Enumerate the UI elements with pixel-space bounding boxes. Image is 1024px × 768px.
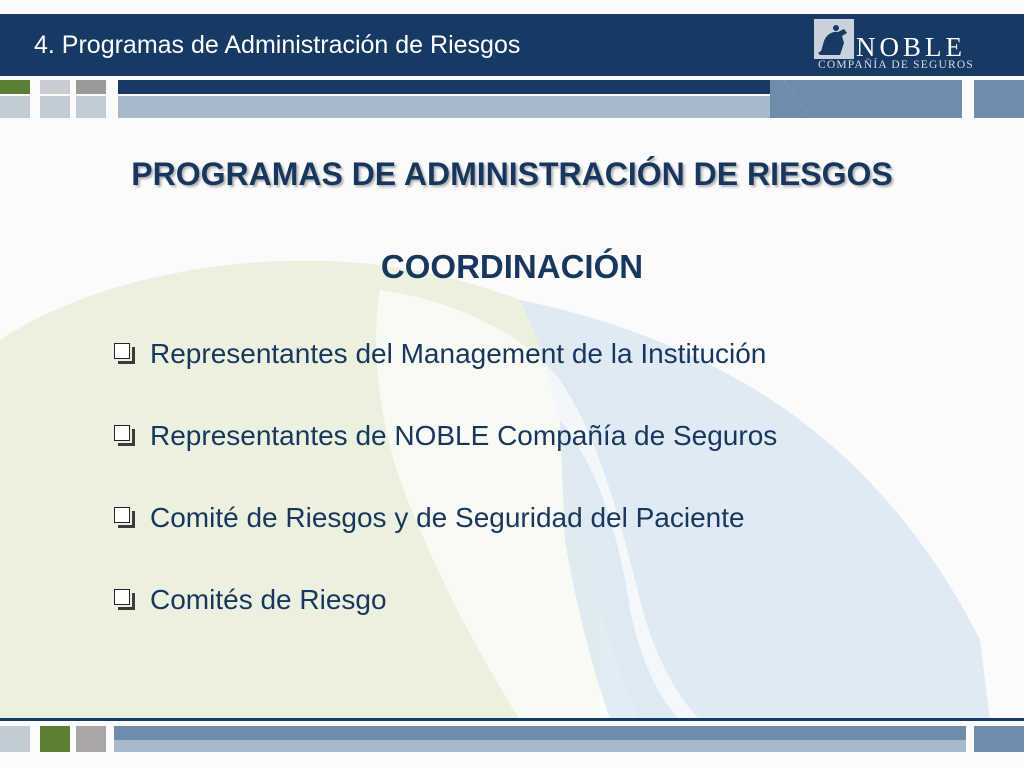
- top-stripe-angle: [770, 80, 970, 118]
- bullet-text: Comité de Riesgos y de Seguridad del Paciente: [150, 502, 745, 533]
- top-stripe-dark: [118, 80, 782, 94]
- list-item: [114, 580, 777, 662]
- bottom-rule: [0, 718, 1024, 721]
- bottom-square-lightgray-1: [0, 726, 30, 752]
- main-heading: PROGRAMAS DE ADMINISTRACIÓN DE RIESGOS: [131, 156, 893, 192]
- noble-logo: [814, 19, 974, 73]
- top-stripe-light: [118, 96, 798, 118]
- top-stripe-end: [974, 80, 1024, 118]
- top-square-lightgray-3: [40, 96, 70, 118]
- sub-heading: COORDINACIÓN: [380, 248, 644, 285]
- bullet-text: Representantes del Management de la Institución: [150, 338, 767, 369]
- list-item: [114, 498, 777, 580]
- list-item: [114, 334, 777, 416]
- bottom-stripe-light: [114, 740, 966, 752]
- checkbox-bullet-icon: [114, 343, 134, 363]
- top-square-lightgray-4: [76, 96, 106, 118]
- horse-rider-icon: [814, 19, 854, 59]
- slide-section-title: 4. Programas de Administración de Riesgos: [34, 31, 521, 59]
- bullet-text: Comités de Riesgo: [150, 584, 387, 615]
- checkbox-bullet-icon: [114, 507, 134, 527]
- bottom-stripe-end: [974, 726, 1024, 752]
- logo-tagline: COMPAÑÍA DE SEGUROS: [818, 59, 974, 71]
- top-square-lightgray-1: [40, 80, 70, 94]
- bottom-stripe-mid: [114, 726, 966, 740]
- top-square-gray: [76, 80, 106, 94]
- logo-wordmark: NOBLE: [856, 32, 966, 62]
- top-square-green: [0, 80, 30, 94]
- bottom-square-gray: [76, 726, 106, 752]
- top-square-lightgray-2: [0, 96, 30, 118]
- checkbox-bullet-icon: [114, 425, 134, 445]
- bullet-text: Representantes de NOBLE Compañía de Seguros: [150, 420, 778, 451]
- checkbox-bullet-icon: [114, 589, 134, 609]
- list-item: [114, 416, 777, 498]
- bottom-square-green: [40, 726, 70, 752]
- bullet-list: [114, 334, 777, 662]
